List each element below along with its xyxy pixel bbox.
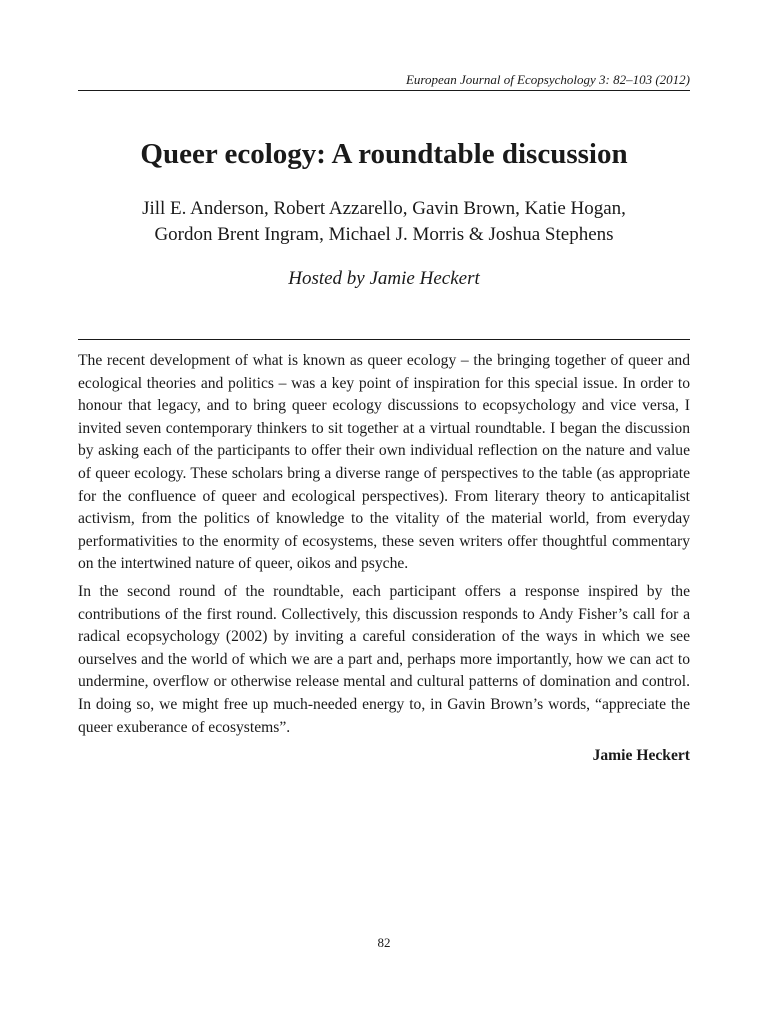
author-line-1: Jill E. Anderson, Robert Azzarello, Gavin Brown, Katie Hogan, [142, 198, 626, 219]
running-head: European Journal of Ecopsychology 3: 82–103 (2012) [405, 72, 690, 87]
article-title: Queer ecology: A roundtable discussion [140, 138, 628, 170]
abstract-paragraph-1: The recent development of what is known as queer ecology – the bringing together of queer and ecological theories and politics – was a key point of inspiration for this special issue. In order to honour that legacy, and to bring queer ecology discussions to ecopsychology and vice versa, I invited seven contemporary thinkers to sit together at a virtual roundtable. I began the discussion by asking each of the participants to offer their own individual reflection on the nature and value of queer ecology. These scholars bring a diverse range of perspectives to the table (as appropriate for the confluence of queer and ecological perspectives). From literary theory to anticapitalist activism, from the politics of knowledge to the vitality of the material world, from everyday performativities to the enormity of ecosystems, these seven writers offer thoughtful commentary on the intertwined nature of queer, oikos and psyche. [78, 352, 690, 573]
abstract-section [78, 350, 690, 767]
page-number: 82 [377, 935, 391, 950]
signature: Jamie Heckert [592, 747, 690, 765]
header-rule [78, 90, 690, 91]
abstract-paragraph-2: In the second round of the roundtable, each participant offers a response inspired by the contributions of the first round. Collectively, this discussion responds to Andy Fisher’s call for a radical ecopsychology (2002) by inviting a careful consideration of the ways in which we see ourselves and the world of which we are a part and, perhaps more importantly, how we can act to undermine, overflow or otherwise release mental and cultural patterns of domination and control. In doing so, we might free up much-needed energy to, in Gavin Brown’s words, “appreciate the queer exuberance of ecosystems”. [78, 582, 690, 736]
abstract-rule [78, 339, 690, 340]
document-page [78, 0, 690, 1024]
host-line: Hosted by Jamie Heckert [288, 268, 480, 289]
author-line-2: Gordon Brent Ingram, Michael J. Morris & Joshua Stephens [154, 224, 614, 245]
author-list [78, 196, 690, 248]
